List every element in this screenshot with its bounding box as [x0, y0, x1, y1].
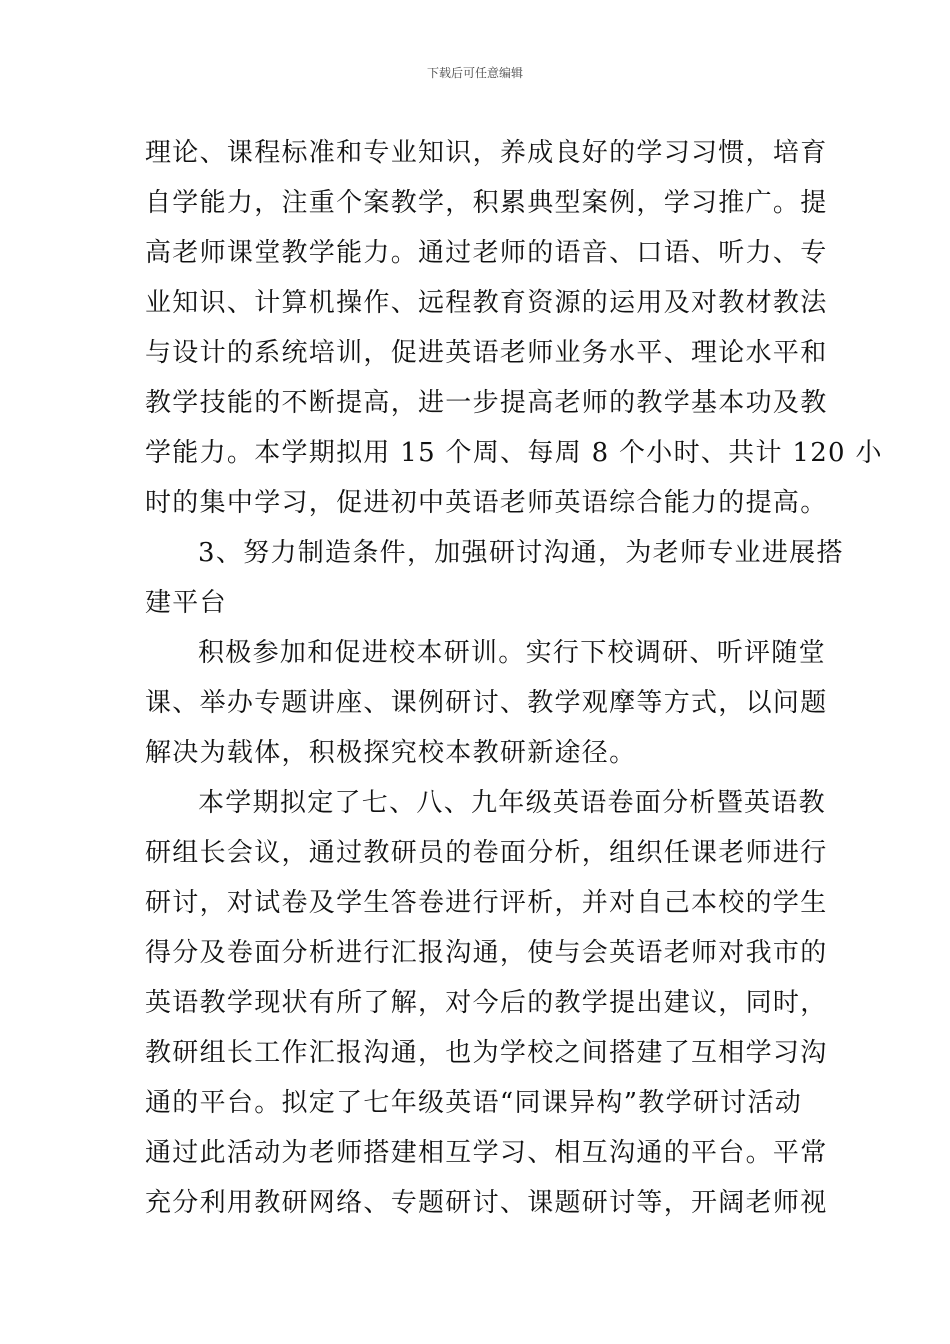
- text-line: 自学能力，注重个案教学，积累典型案例，学习推广。提: [145, 188, 828, 218]
- page-header: 下载后可任意编辑: [426, 66, 523, 80]
- section-heading-line: 3、努力制造条件，加强研讨沟通，为老师专业进展搭: [198, 538, 844, 568]
- text-line: 学能力。本学期拟用 15 个周、每周 8 个小时、共计 120 小: [145, 438, 883, 468]
- text-line: 理论、课程标准和专业知识，养成良好的学习习惯，培育: [145, 138, 828, 168]
- text-line: 课、举办专题讲座、课例研讨、教学观摩等方式，以问题: [145, 688, 828, 718]
- text-line: 英语教学现状有所了解，对今后的教学提出建议，同时，: [145, 988, 828, 1018]
- paragraph-first-line: 本学期拟定了七、八、九年级英语卷面分析暨英语教: [198, 788, 826, 818]
- text-line: 教学技能的不断提高，进一步提高老师的教学基本功及教: [145, 388, 828, 418]
- text-line: 业知识、计算机操作、远程教育资源的运用及对教材教法: [145, 288, 828, 318]
- text-line: 教研组长工作汇报沟通，也为学校之间搭建了互相学习沟: [145, 1038, 828, 1068]
- text-line: 得分及卷面分析进行汇报沟通，使与会英语老师对我市的: [145, 938, 828, 968]
- text-line: 通的平台。拟定了七年级英语“同课异构”教学研讨活动: [145, 1088, 803, 1118]
- document-body: [145, 128, 883, 1228]
- text-line: 解决为载体，积极探究校本教研新途径。: [145, 738, 637, 768]
- text-line: 通过此活动为老师搭建相互学习、相互沟通的平台。平常: [145, 1138, 828, 1168]
- text-line: 时的集中学习，促进初中英语老师英语综合能力的提高。: [145, 488, 828, 518]
- text-line: 研讨，对试卷及学生答卷进行评析，并对自己本校的学生: [145, 888, 828, 918]
- section-heading-line: 建平台: [145, 588, 227, 618]
- text-line: 充分利用教研网络、专题研讨、课题研讨等，开阔老师视: [145, 1188, 828, 1218]
- text-line: 研组长会议，通过教研员的卷面分析，组织任课老师进行: [145, 838, 828, 868]
- text-line: 与设计的系统培训，促进英语老师业务水平、理论水平和: [145, 338, 828, 368]
- text-line: 高老师课堂教学能力。通过老师的语音、口语、听力、专: [145, 238, 828, 268]
- paragraph-first-line: 积极参加和促进校本研训。实行下校调研、听评随堂: [198, 638, 826, 668]
